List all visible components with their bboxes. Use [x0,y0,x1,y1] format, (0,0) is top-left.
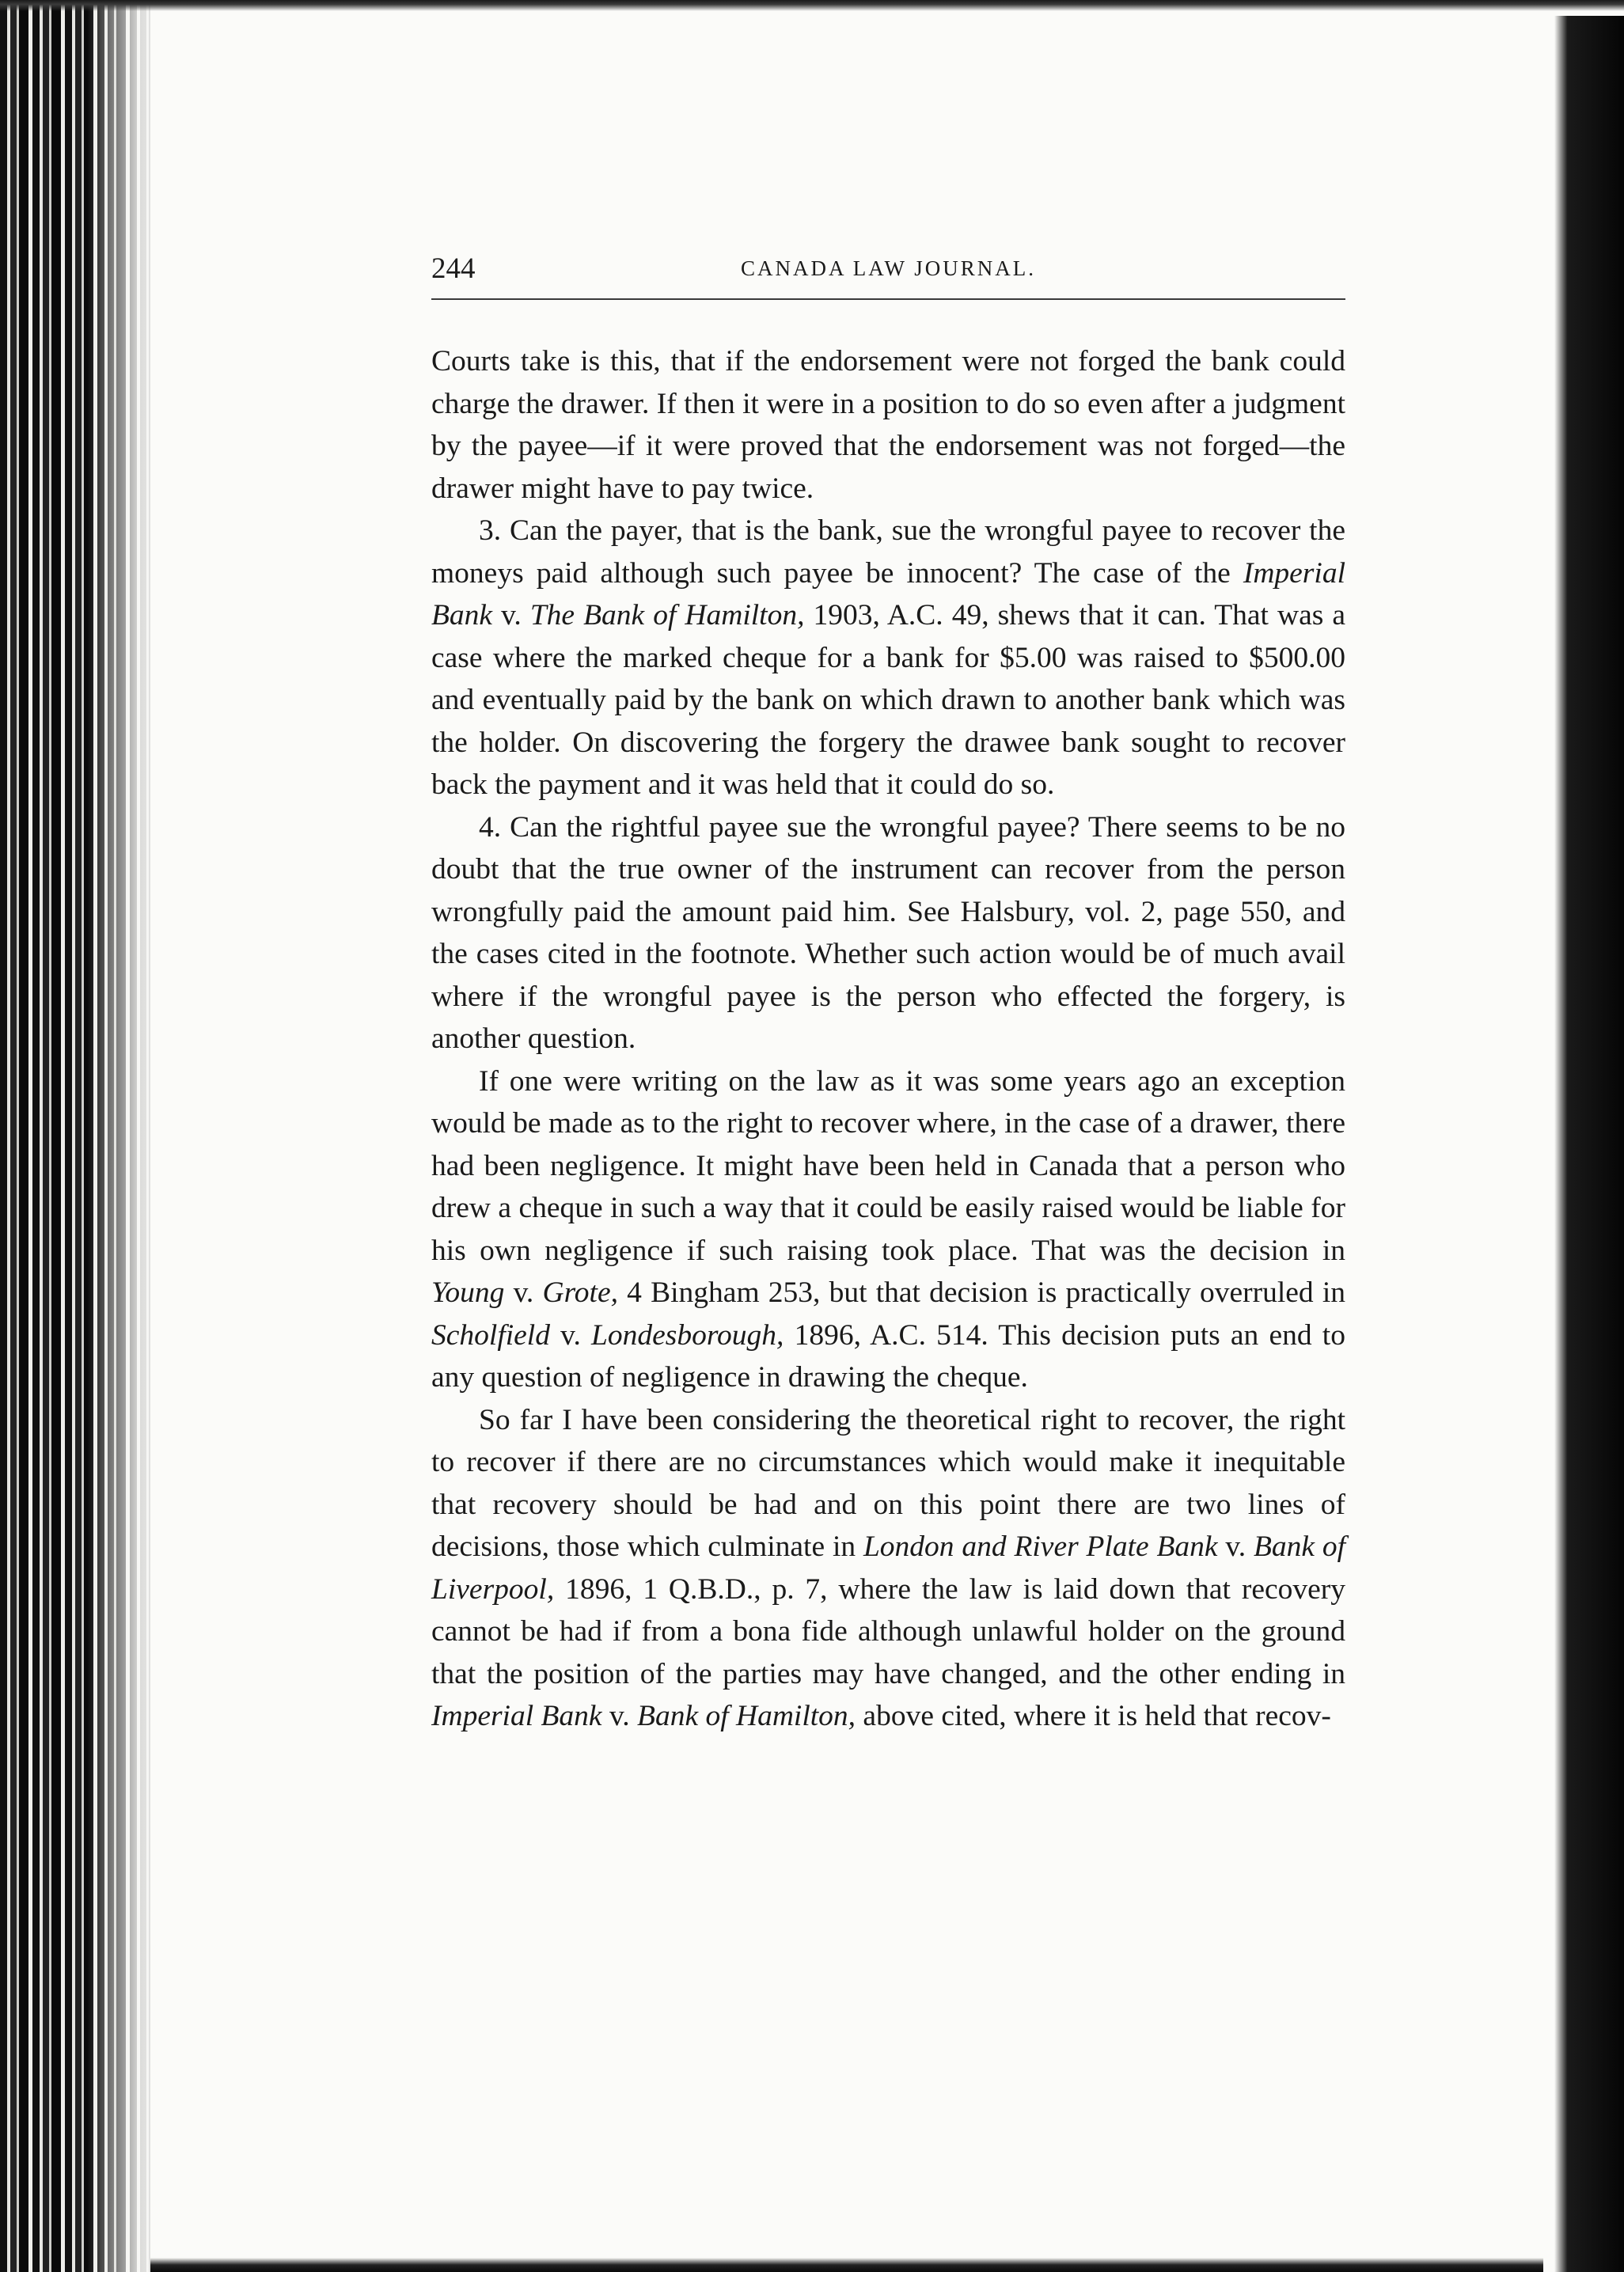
paragraph-text: v. [549,1318,592,1352]
page-header [431,252,1345,296]
paragraph-text: 1896, A.C. 514. This decision puts an end to any question of negligence in drawing the cheque. [431,1318,1345,1394]
body-text [431,340,1345,1738]
paragraph-text: v. [1217,1530,1254,1563]
binding-edge-top [0,0,1624,11]
case-citation: Londesborough, [591,1318,784,1352]
paragraph-text: above cited, where it is held that recov- [856,1700,1331,1732]
paragraph-text: v. [492,599,530,632]
case-citation: The Bank of Hamilton, [529,599,805,632]
binding-shadow-left [87,0,174,2272]
paragraph-text: 1896, 1 Q.B.D., p. 7, where the law is laid down that recovery cannot be had if from a bona fide although unlawful holder on the ground that the position of the parties may have changed, and the other ending in [431,1572,1345,1690]
case-citation: Young [431,1276,505,1309]
paragraph-text: So far I have been considering the theoretical right to recover, the right to recover if there are no circumstances which would make it inequitable that recovery should be had and on this point there are two lines of decisions, those which culminate in [431,1403,1345,1563]
case-citation: Imperial Bank [431,1700,602,1732]
paragraph-text: 1903, A.C. 49, shews that it can. That was a case where the marked cheque for a bank for $5.00 was raised to $500.00 and eventually paid by the bank on which drawn to another bank which was the holder. On discovering the forgery the drawee bank sought to recover back the payment and it was held that it could do so. [431,599,1345,801]
paragraph-text: 4. Can the rightful payee sue the wrongful payee? There seems to be no doubt that the true owner of the instrument can recover from the person wrongfully paid the amount paid him. See Halsbury, vol. 2, page 550, and the cases cited in the footnote. Whether such action would be of much avail where if the wrongful payee is the person who effected the forgery, is another question. [431,810,1345,1055]
binding-edge-bottom [150,2258,1543,2272]
paragraph-text: 4 Bingham 253, but that decision is practically overruled in [617,1276,1345,1309]
case-citation: London and River Plate Bank [863,1530,1218,1563]
paragraph [431,806,1345,1060]
case-citation: Scholfield [431,1318,550,1352]
case-citation: Grote, [542,1276,618,1309]
paragraph-text: Courts take is this, that if the endorsement were not forged the bank could charge the drawer. If then it were in a position to do so even after a judgment by the payee—if it were proved that the endorsement was not forged—the drawer might have to pay twice. [431,345,1345,505]
paragraph [431,340,1345,510]
paragraph-text: If one were writing on the law as it was some years ago an exception would be made as to the right to recover where, in the case of a drawer, there had been negligence. It might have been held in Canada that a person who drew a cheque in such a way that it could be easily raised would be liable for his own negligence if such raising took place. That was the decision in [431,1064,1345,1267]
header-rule [431,298,1345,300]
case-citation: Bank of Liverpool, [431,1530,1345,1606]
page-number: 244 [431,252,476,285]
paragraph-text: v. [504,1276,543,1309]
paragraph-text: v. [601,1700,638,1732]
paragraph [431,1399,1345,1738]
case-citation: Bank of Hamilton, [637,1700,856,1732]
case-citation: Imperial Bank [431,556,1345,632]
paragraph [431,510,1345,806]
running-head: CANADA LAW JOURNAL. [740,256,1037,280]
paragraph [431,1060,1345,1399]
paragraph-text: 3. Can the payer, that is the bank, sue the wrongful payee to recover the moneys paid although such payee be innocent? The case of the [431,514,1345,590]
binding-edge-right [1537,16,1624,2272]
